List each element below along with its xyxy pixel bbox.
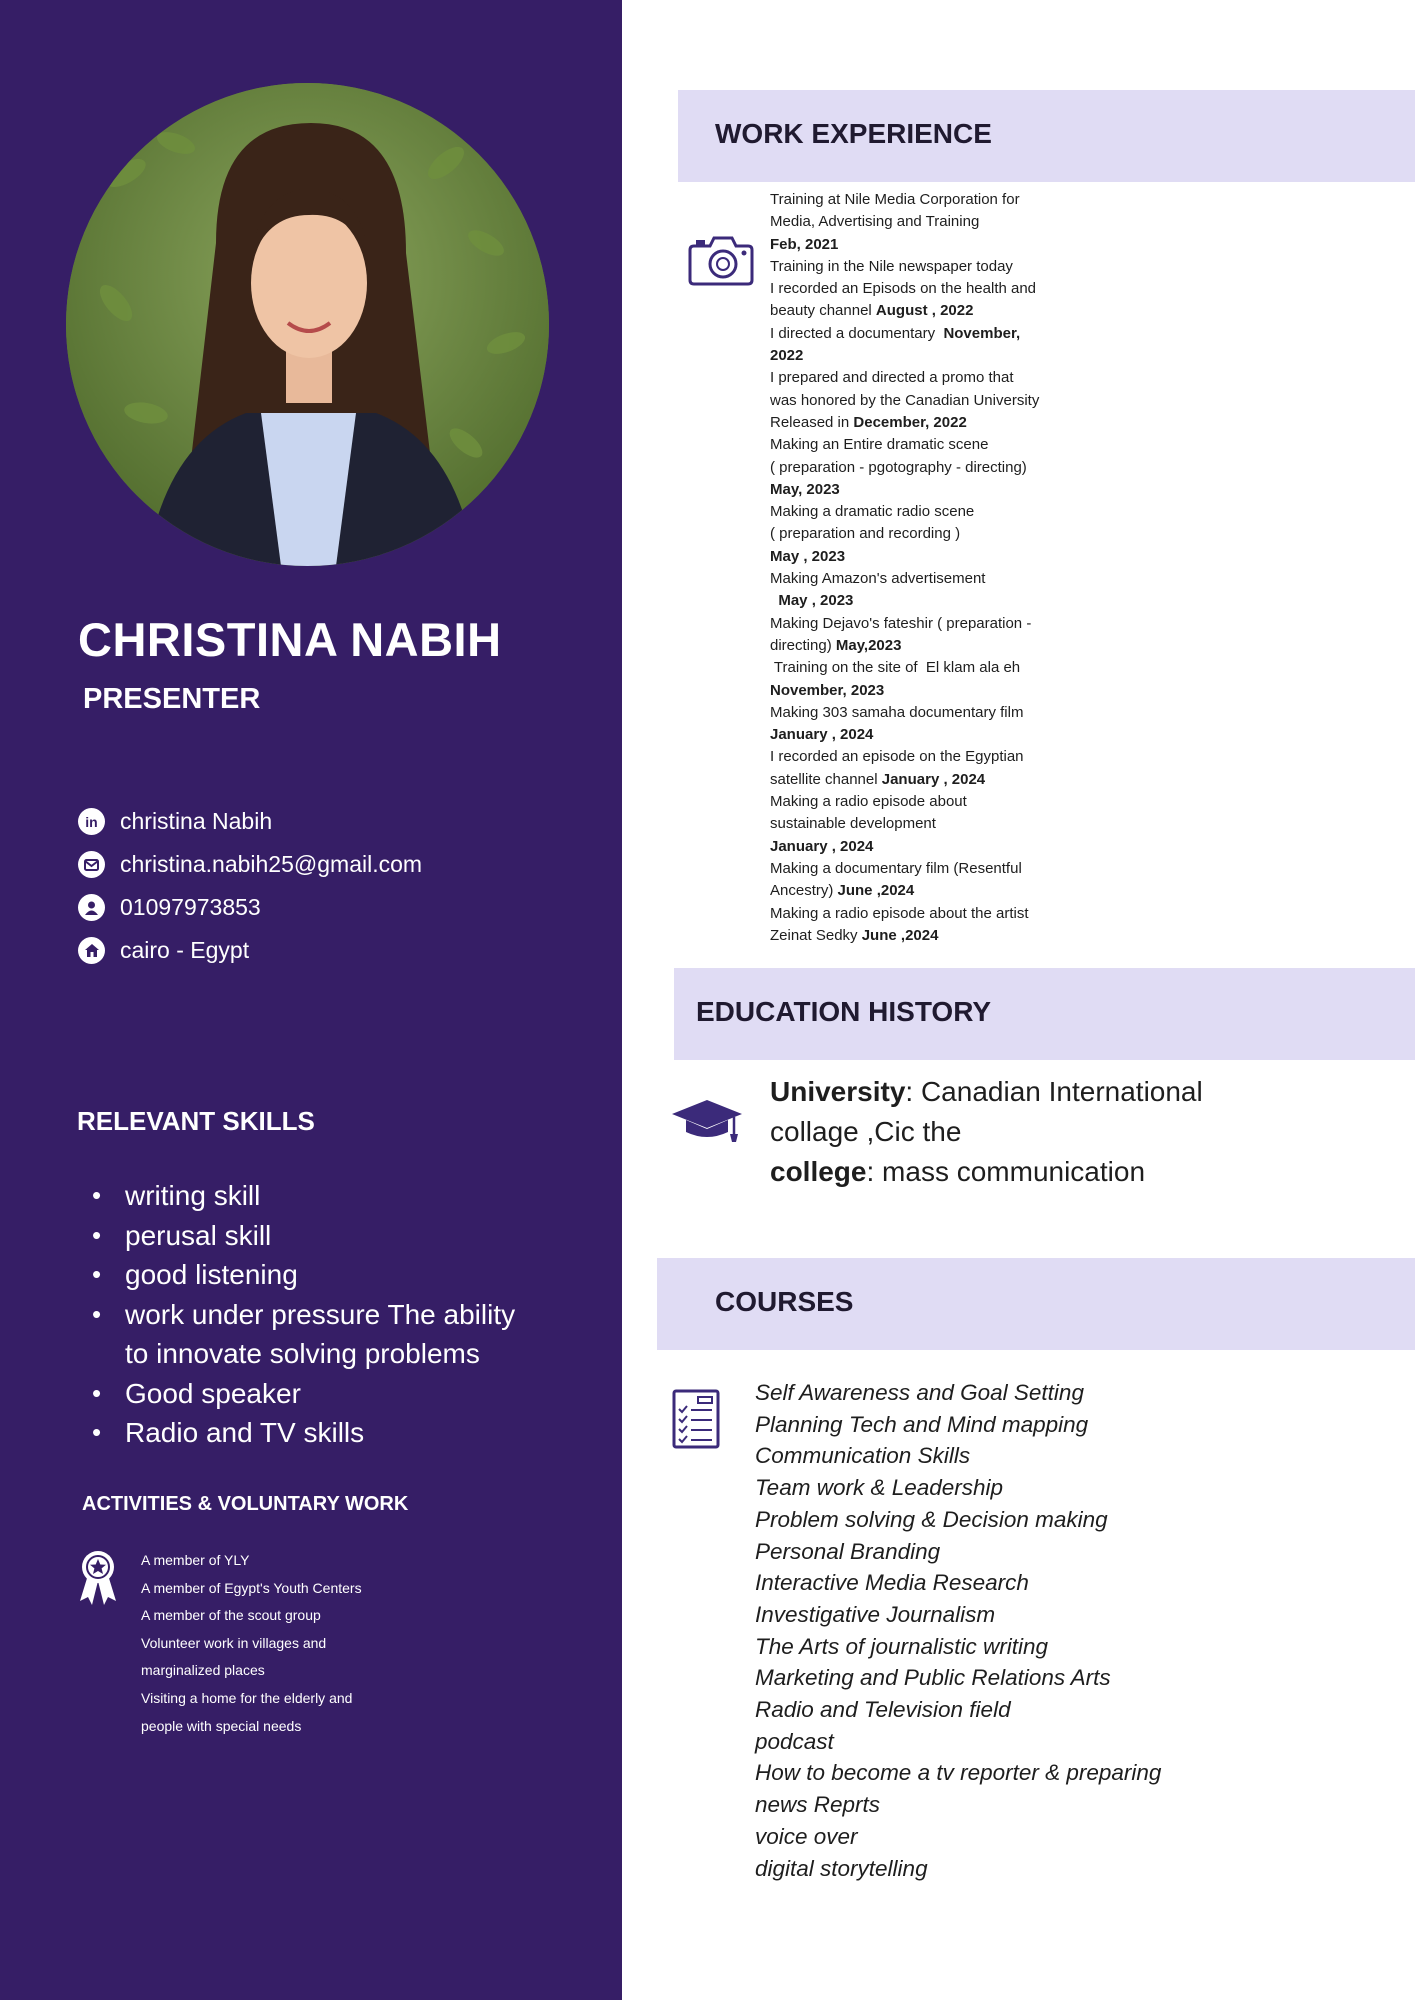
- work-date: Feb, 2021: [770, 235, 839, 253]
- work-line: [770, 323, 1090, 345]
- contact-linkedin[interactable]: [78, 800, 422, 843]
- work-date: November,: [943, 324, 1021, 342]
- work-text: I directed a documentary: [770, 324, 944, 342]
- work-date: January , 2024: [770, 726, 874, 744]
- section-title: WORK EXPERIENCE: [715, 118, 992, 149]
- work-line: [770, 345, 1090, 367]
- work-date: December, 2022: [853, 413, 967, 431]
- college-value: : mass communication: [866, 1156, 1146, 1187]
- work-text: Making a radio episode about: [770, 793, 967, 811]
- work-text: sustainable development: [770, 815, 936, 833]
- activity-item: Visiting a home for the elderly and: [141, 1689, 353, 1706]
- work-line: [770, 680, 1090, 702]
- work-line: [770, 523, 1090, 545]
- work-date: January , 2024: [770, 837, 874, 855]
- work-text: directing): [770, 636, 836, 654]
- course-item: Radio and Television field: [755, 1697, 1011, 1723]
- work-text: Making Amazon's advertisement: [770, 570, 986, 588]
- activity-item: people with special needs: [141, 1717, 302, 1734]
- checklist-icon: [672, 1389, 720, 1449]
- course-item: Communication Skills: [755, 1443, 971, 1469]
- work-text: Making Dejavo's fateshir ( preparation -: [770, 614, 1032, 632]
- work-line: [770, 813, 1090, 835]
- work-text: satellite channel: [770, 770, 882, 788]
- work-experience-list: [770, 189, 1090, 947]
- work-text: Training at Nile Media Corporation for: [770, 191, 1020, 208]
- work-line: [770, 791, 1090, 813]
- work-text: Making a dramatic radio scene: [770, 503, 975, 521]
- work-text: was honored by the Canadian University: [770, 391, 1040, 409]
- university-value: : Canadian International: [905, 1076, 1203, 1107]
- work-line: [770, 211, 1090, 233]
- camera-icon: [688, 230, 754, 288]
- work-date: 2022: [770, 347, 804, 365]
- activity-item: Volunteer work in villages and: [141, 1634, 327, 1651]
- sidebar: [0, 0, 622, 2000]
- courses-header: [657, 1258, 1415, 1350]
- work-date: January , 2024: [881, 770, 986, 788]
- skill-item: • writing skill: [84, 1176, 534, 1216]
- work-line: [770, 613, 1090, 635]
- graduation-cap-icon: [670, 1096, 744, 1144]
- work-line: [770, 568, 1090, 590]
- contact-text: cairo - Egypt: [120, 937, 250, 963]
- work-line: [770, 189, 1090, 211]
- work-text: Zeinat Sedky: [770, 926, 862, 944]
- course-item: Interactive Media Research: [755, 1570, 1029, 1596]
- activity-item: A member of YLY: [141, 1552, 250, 1568]
- work-line: [770, 858, 1090, 880]
- work-line: [770, 635, 1090, 657]
- work-text: Making a documentary film (Resentful: [770, 859, 1022, 877]
- course-item: How to become a tv reporter & preparing: [755, 1760, 1162, 1786]
- activity-item: marginalized places: [141, 1662, 265, 1679]
- course-item: podcast: [755, 1728, 834, 1754]
- contact-location[interactable]: [78, 929, 422, 972]
- work-text: Ancestry): [770, 882, 838, 900]
- skills-title: RELEVANT SKILLS: [77, 1106, 315, 1136]
- activities-title: ACTIVITIES & VOLUNTARY WORK: [82, 1493, 409, 1515]
- education-university-continued: collage ,Cic the: [770, 1116, 962, 1147]
- education-header: [674, 968, 1415, 1060]
- profile-photo: [66, 83, 549, 566]
- work-line: [770, 412, 1090, 434]
- education-university: [770, 1072, 1203, 1112]
- work-text: I recorded an episode on the Egyptian: [770, 748, 1024, 766]
- skill-text: work under pressure The ability: [125, 1298, 516, 1330]
- skill-item: • good listening: [84, 1255, 534, 1295]
- courses-list: [755, 1377, 1161, 1884]
- work-line: [770, 457, 1090, 479]
- skill-text-continued: to innovate solving problems: [125, 1338, 480, 1369]
- skill-item: [84, 1295, 534, 1374]
- mail-icon: [78, 851, 105, 878]
- work-text: I prepared and directed a promo that: [770, 369, 1014, 387]
- work-line: [770, 746, 1090, 768]
- profile-name: CHRISTINA NABIH: [78, 613, 502, 666]
- work-line: [770, 479, 1090, 501]
- skills-list: [84, 1176, 534, 1453]
- work-date: May, 2023: [770, 480, 840, 498]
- award-ribbon-icon: [78, 1549, 118, 1609]
- work-line: [770, 234, 1090, 256]
- work-text: beauty channel: [770, 302, 876, 320]
- work-line: [770, 501, 1090, 523]
- course-item: digital storytelling: [755, 1855, 928, 1881]
- course-item: Problem solving & Decision making: [755, 1506, 1108, 1532]
- work-line: [770, 702, 1090, 724]
- work-text: Media, Advertising and Training: [770, 213, 980, 231]
- work-text: I recorded an Episods on the health and: [770, 280, 1037, 298]
- work-text: Making an Entire dramatic scene: [770, 436, 989, 454]
- work-line: [770, 278, 1090, 300]
- activity-item: A member of Egypt's Youth Centers: [141, 1579, 362, 1596]
- course-item: news Reprts: [755, 1792, 881, 1818]
- work-text: ( preparation - pgotography - directing): [770, 458, 1027, 476]
- work-date: November, 2023: [770, 681, 885, 699]
- work-line: [770, 546, 1090, 568]
- activity-item: A member of the scout group: [141, 1607, 321, 1624]
- work-line: [770, 300, 1090, 322]
- activities-list: [141, 1547, 362, 1740]
- work-date: May,2023: [835, 636, 902, 654]
- user-icon: [78, 894, 105, 921]
- skill-item: • Good speaker: [84, 1374, 534, 1414]
- work-line: [770, 903, 1090, 925]
- work-text: Making a radio episode about the artist: [770, 904, 1029, 922]
- skill-item: • perusal skill: [84, 1216, 534, 1256]
- contact-list: [78, 800, 422, 972]
- work-line: [770, 925, 1090, 947]
- college-label: college: [770, 1156, 867, 1187]
- work-line: [770, 724, 1090, 746]
- course-item: Planning Tech and Mind mapping: [755, 1411, 1089, 1437]
- work-line: [770, 769, 1090, 791]
- course-item: Personal Branding: [755, 1538, 941, 1564]
- work-experience-header: [678, 90, 1415, 182]
- contact-text: 01097973853: [120, 894, 261, 920]
- work-line: [770, 836, 1090, 858]
- university-label: University: [770, 1076, 906, 1107]
- work-text: Training on the site of El klam ala eh: [770, 659, 1021, 677]
- course-item: Team work & Leadership: [755, 1475, 1004, 1501]
- course-item: Marketing and Public Relations Arts: [755, 1665, 1111, 1691]
- work-text: ( preparation and recording ): [770, 525, 961, 543]
- course-item: Self Awareness and Goal Setting: [755, 1380, 1084, 1405]
- contact-text: christina.nabih25@gmail.com: [120, 851, 423, 877]
- course-item: The Arts of journalistic writing: [755, 1633, 1049, 1659]
- skill-item: • Radio and TV skills: [84, 1413, 534, 1453]
- home-icon: [78, 937, 105, 964]
- section-title: COURSES: [715, 1286, 854, 1317]
- contact-text: christina Nabih: [120, 808, 273, 834]
- work-date: June ,2024: [837, 882, 915, 900]
- course-item: voice over: [755, 1823, 858, 1849]
- work-text: Making 303 samaha documentary film: [770, 703, 1024, 721]
- work-line: [770, 390, 1090, 412]
- contact-email[interactable]: [78, 843, 422, 886]
- work-date: May , 2023: [778, 592, 854, 610]
- work-line: [770, 256, 1090, 278]
- work-date: August , 2022: [875, 302, 974, 320]
- course-item: Investigative Journalism: [755, 1601, 996, 1627]
- linkedin-icon: in: [78, 808, 105, 835]
- work-line: [770, 434, 1090, 456]
- work-text: Released in: [770, 413, 854, 431]
- education-details: [770, 1072, 1203, 1192]
- contact-phone[interactable]: [78, 886, 422, 929]
- section-title: EDUCATION HISTORY: [696, 996, 992, 1027]
- education-college: [770, 1152, 1203, 1192]
- work-date: June ,2024: [861, 926, 939, 944]
- work-line: [770, 657, 1090, 679]
- work-line: [770, 880, 1090, 902]
- work-date: May , 2023: [770, 547, 846, 565]
- work-line: [770, 590, 1090, 612]
- work-line: [770, 367, 1090, 389]
- work-text: Training in the Nile newspaper today: [770, 257, 1013, 275]
- profile-role: PRESENTER: [83, 683, 261, 715]
